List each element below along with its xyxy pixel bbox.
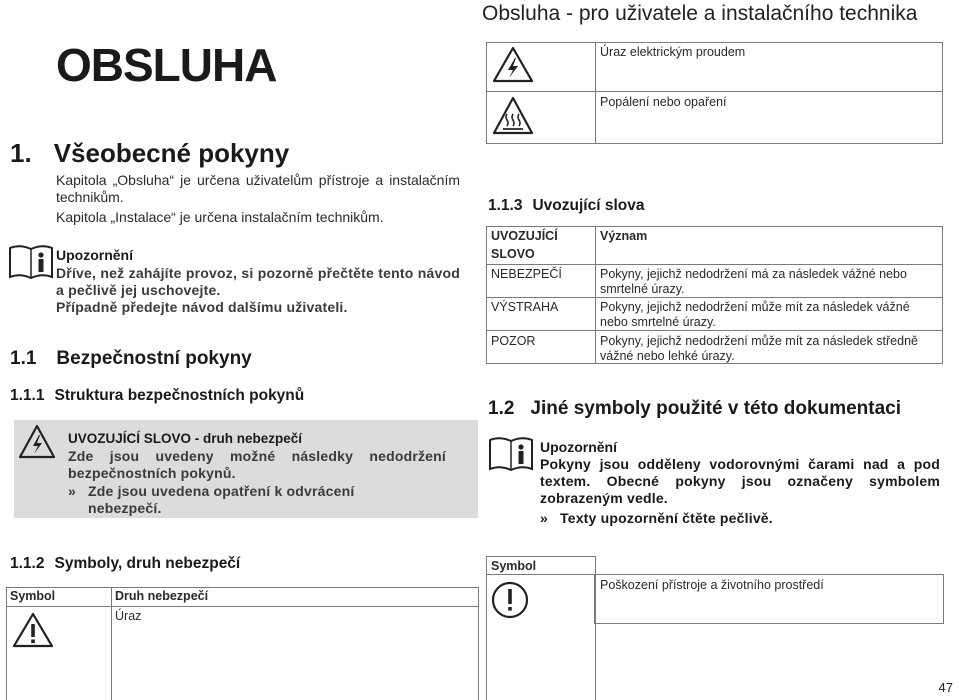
signal-meaning: Pokyny, jejichž nedodržení může mít za následek středně vážné nebo lehké úrazy.	[600, 334, 918, 363]
section-title: Všeobecné pokyny	[53, 138, 290, 168]
signal-meaning: Pokyny, jejichž nedodržení má za následek vážné nebo smrtelné úrazy.	[600, 267, 907, 296]
signal-header-meaning: Význam	[600, 229, 648, 243]
symbol-label: Poškození přístroje a životního prostředí	[600, 578, 824, 592]
table-divider	[486, 574, 594, 575]
section-number: 1.	[10, 138, 32, 168]
section-number: 1.1.1	[10, 387, 45, 404]
warning-consequence: Zde jsou uvedeny možné následky nedodržení bezpečnostních pokynů.	[68, 448, 446, 481]
action-marker: »	[68, 483, 76, 499]
action-marker: »	[540, 510, 548, 526]
section-number: 1.1.2	[10, 555, 45, 572]
table-header-type: Druh nebezpečí	[115, 589, 209, 603]
electric-shock-icon	[492, 46, 534, 89]
table-divider	[486, 264, 943, 265]
signal-word: NEBEZPEČÍ	[491, 267, 562, 281]
section-number: 1.1	[10, 348, 37, 369]
section-1-1-1-heading	[10, 387, 304, 405]
info-book-icon	[8, 244, 54, 285]
warning-heading: UVOZUJÍCÍ SLOVO - druh nebezpečí	[68, 431, 303, 446]
table-divider	[486, 91, 943, 92]
page-header-title: Obsluha - pro uživatele a instalačního technika	[482, 2, 918, 25]
note-action: Texty upozornění čtěte pečlivě.	[560, 510, 773, 526]
table-header-symbol: Symbol	[10, 589, 56, 603]
note-text: Pokyny jsou odděleny vodorovnými čarami nad a pod textem. Obecné pokyny jsou označeny symbolem zobrazeným vedle.	[540, 456, 940, 506]
symbol-table2-col-symbol	[486, 556, 596, 700]
table-divider	[486, 330, 943, 331]
table-divider	[486, 297, 943, 298]
general-warning-icon	[12, 612, 54, 653]
table-header-symbol: Symbol	[491, 559, 537, 573]
signal-word: VÝSTRAHA	[491, 300, 559, 314]
section-number: 1.2	[488, 398, 515, 419]
signal-header-word-1: UVOZUJÍCÍ	[491, 229, 558, 243]
symbol-label: Popálení nebo opaření	[600, 95, 727, 109]
section-title: Bezpečnostní pokyny	[56, 348, 252, 369]
section-1-heading	[10, 138, 289, 169]
note-text: Dříve, než zahájíte provoz, si pozorně přečtěte tento návod a pečlivě jej uschovejte.	[56, 265, 460, 298]
section-title: Struktura bezpečnostních pokynů	[54, 387, 305, 404]
warning-action: Zde jsou uvedena opatření k odvrácení nebezpečí.	[88, 483, 355, 516]
section-title: Symboly, druh nebezpečí	[54, 555, 241, 572]
note-text-2: Případně předejte návod dalšímu uživateli.	[56, 299, 348, 315]
signal-word: POZOR	[491, 334, 536, 348]
info-book-icon	[488, 436, 534, 477]
section-title: Jiné symboly použité v této dokumentaci	[530, 398, 901, 419]
section-1-2-heading	[488, 398, 901, 420]
section-1-1-heading	[10, 348, 252, 370]
symbol-label: Úraz elektrickým proudem	[600, 45, 746, 59]
signal-meaning: Pokyny, jejichž nedodržení může mít za následek vážné nebo smrtelné úrazy.	[600, 300, 910, 329]
page-number: 47	[938, 680, 953, 695]
section-1-1-2-heading	[10, 555, 240, 573]
intro-paragraph-2: Kapitola „Instalace“ je určena instalačním technikům.	[56, 209, 384, 225]
section-1-1-3-heading	[488, 197, 644, 215]
section-number: 1.1.3	[488, 197, 523, 214]
note-heading: Upozornění	[56, 247, 133, 263]
electric-shock-icon	[18, 424, 56, 465]
note-heading: Upozornění	[540, 439, 617, 455]
table-cell-type: Úraz	[115, 609, 142, 623]
section-title: Uvozující slova	[532, 197, 645, 214]
table-divider	[6, 606, 478, 607]
signal-header-word-2: SLOVO	[491, 247, 535, 261]
intro-paragraph-1: Kapitola „Obsluha“ je určena uživatelům přístroje a instalačním technikům.	[56, 172, 460, 205]
exclamation-circle-icon	[490, 580, 530, 625]
hot-surface-icon	[492, 96, 534, 141]
main-title: OBSLUHA	[56, 39, 277, 91]
